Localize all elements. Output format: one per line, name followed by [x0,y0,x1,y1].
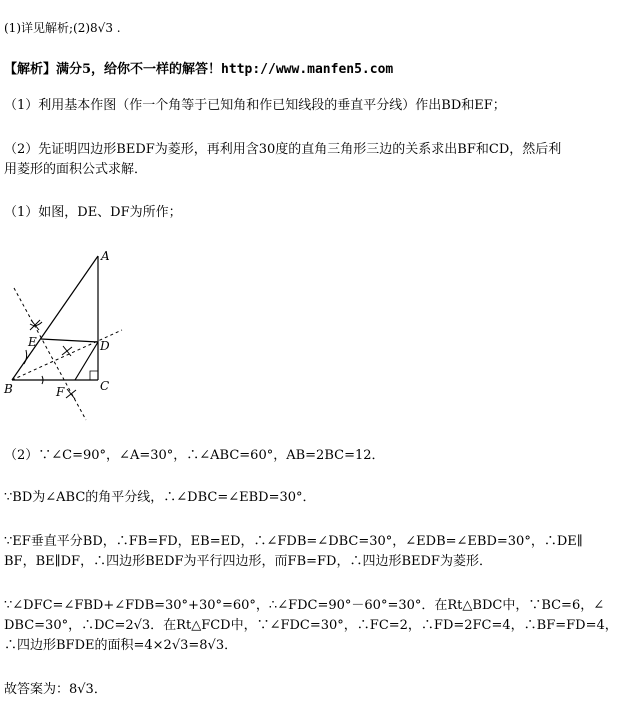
analysis-step-1: （1）利用基本作图（作一个角等于已知角和作已知线段的垂直平分线）作出BD和EF； [4,98,506,113]
label-c: C [100,379,110,393]
right-angle-mark [90,371,98,380]
label-b: B [4,382,13,396]
source-tag-text: 【解析】满分5，给你不一样的解答！ [4,62,222,77]
segment-df [75,342,98,380]
analysis-step-2-line-2: 用菱形的面积公式求解． [4,162,148,177]
perpendicular-bisector-ef [14,288,86,420]
solution-part-2-line-1: （2）∵∠C=90°，∠A=30°，∴∠ABC=60°，AB=2BC=12． [4,448,385,463]
solution-part-2-line-6: DBC=30°，∴DC=2√3．在Rt△FCD中，∵∠FDC=30°，∴FC=2，∴FD=2FC=4，∴BF=FD=4， [4,618,618,633]
segment-ed [41,339,98,342]
label-d: D [100,339,110,353]
final-answer: 故答案为：8√3． [4,682,107,697]
source-tag-url: http://www.manfen5.com [221,62,394,77]
solution-part-2-line-5: ∵∠DFC=∠FBD+∠FDB=30°+30°=60°，∴∠FDC=90°－60°=30°．在Rt△BDC中，∵BC=6，∠ [4,598,605,613]
construction-mark-3 [66,389,76,399]
analysis-step-2-line-1: （2）先证明四边形BEDF为菱形，再利用含30度的直角三角形三边的关系求出BF和CD，然后利 [4,142,562,157]
solution-part-2-line-4: BF，BE∥DF，∴四边形BEDF为平行四边形，而FB=FD，∴四边形BEDF为菱形． [4,554,492,569]
answer-line: (1)详见解析;(2)8√3 . [4,21,121,35]
solution-part-2-line-2: ∵BD为∠ABC的角平分线，∴∠DBC=∠EBD=30°． [4,490,316,505]
label-f: F [56,385,65,399]
source-tag [4,62,393,78]
label-e: E [28,335,37,349]
solution-part-2-line-7: ∴四边形BFDE的面积=4×2√3=8√3． [4,638,238,653]
solution-part-1: （1）如图，DE、DF为所作； [4,205,182,220]
geometry-figure [0,238,140,428]
label-a: A [101,249,110,263]
solution-part-2-line-3: ∵EF垂直平分BD，∴FB=FD，EB=ED，∴∠FDB=∠DBC=30°，∠EDB=∠EBD=30°，∴DE∥ [4,534,583,549]
